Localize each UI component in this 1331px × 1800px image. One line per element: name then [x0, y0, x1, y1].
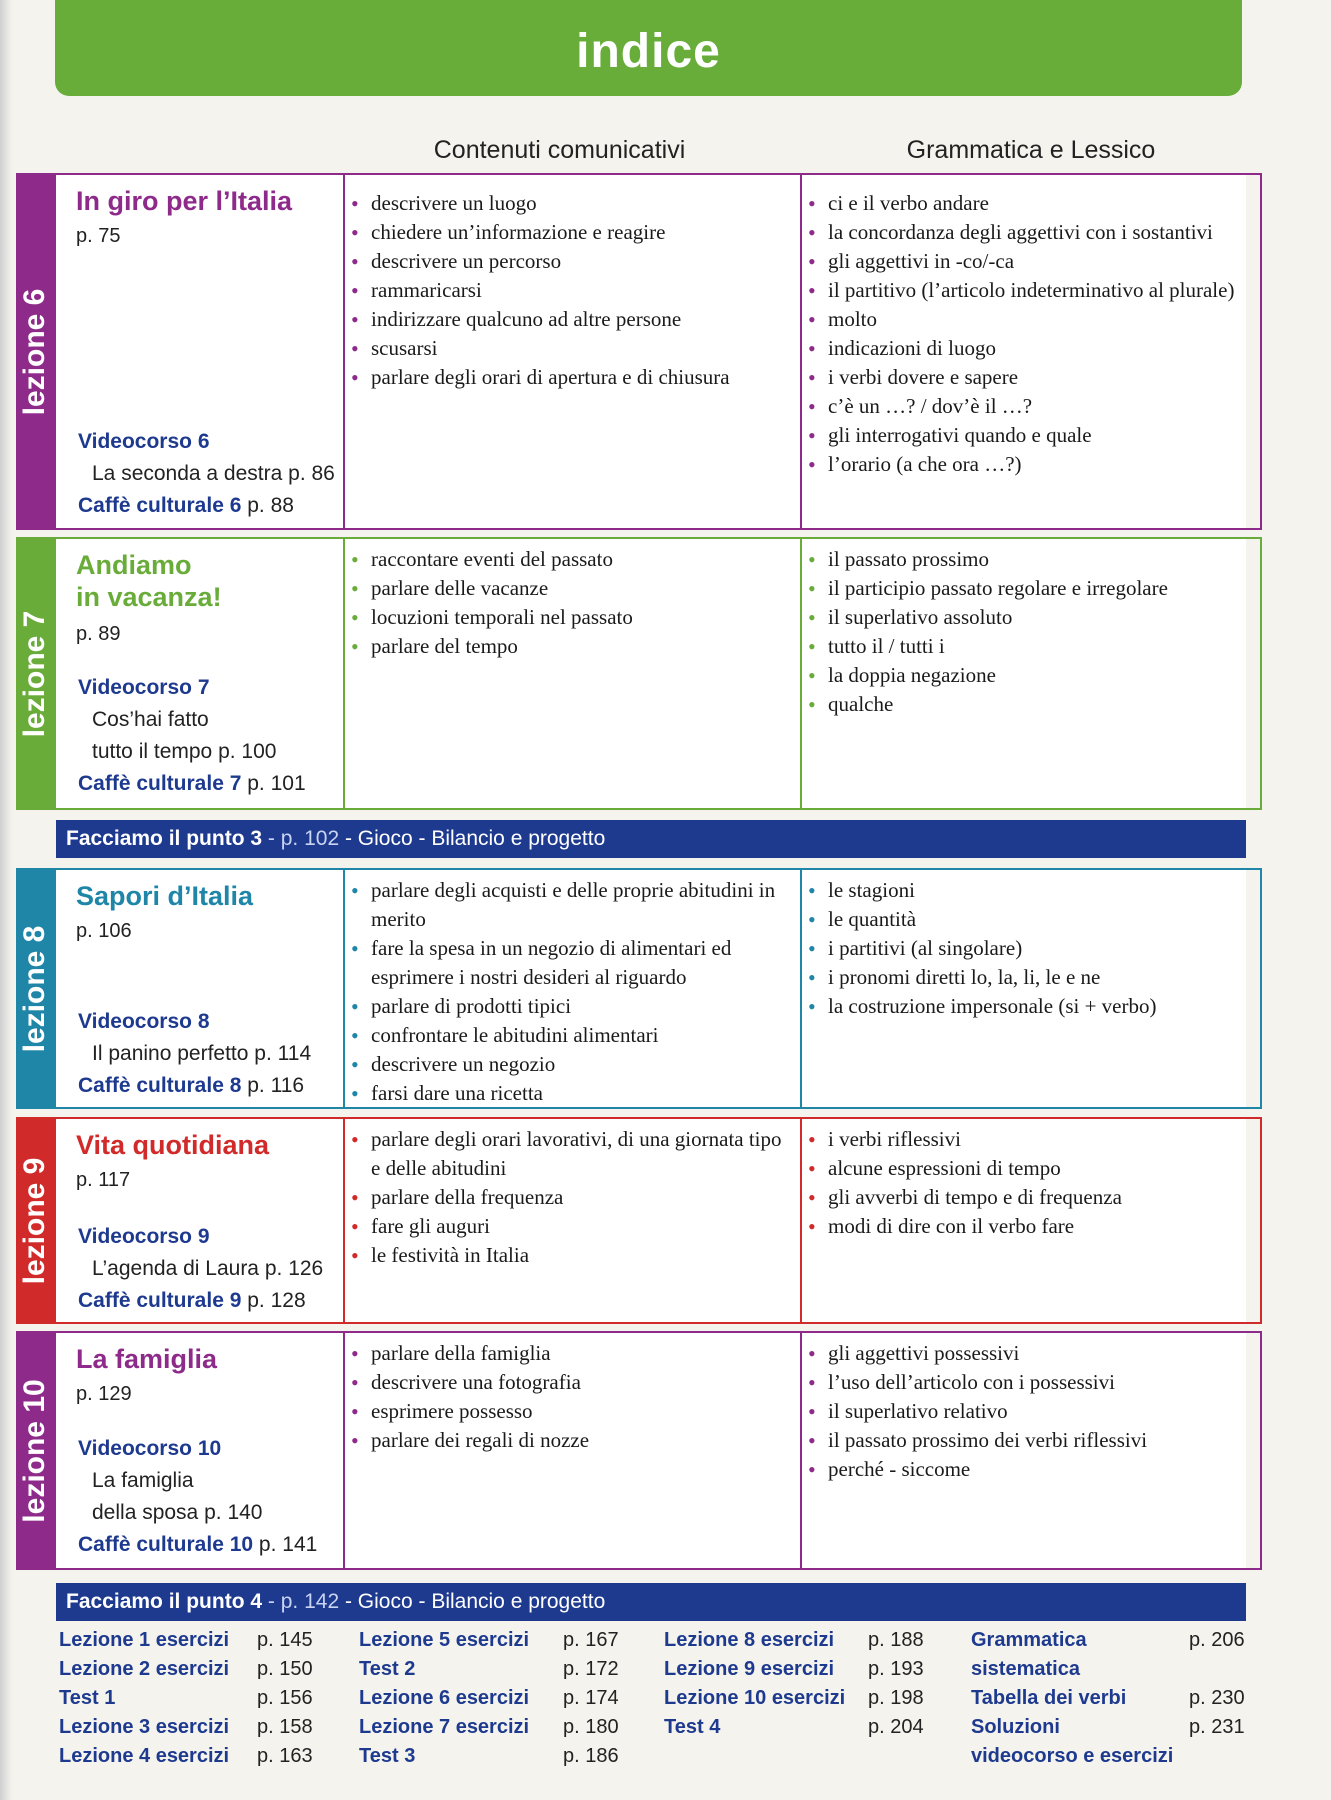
footer-entry-page: p. 145 — [257, 1629, 313, 1651]
footer-entry[interactable] — [59, 1742, 319, 1771]
list-item: • la doppia negazione — [828, 661, 1250, 690]
list-item: • parlare della famiglia — [371, 1339, 790, 1368]
caffe-culturale-page: p. 116 — [247, 1074, 305, 1097]
list-item: • il participio passato regolare e irregolare — [828, 574, 1250, 603]
footer-entry-label: Grammatica — [971, 1629, 1087, 1651]
footer-column-1 — [59, 1626, 319, 1771]
footer-entry-label: Lezione 9 esercizi — [664, 1658, 835, 1680]
caffe-culturale[interactable] — [78, 490, 335, 522]
lesson-tab-label: lezione 10 — [18, 1378, 51, 1523]
footer-entry[interactable] — [59, 1713, 319, 1742]
list-item: • il partitivo (l’articolo indeterminativo al plurale) — [828, 276, 1250, 305]
caffe-culturale-page: p. 88 — [247, 494, 294, 517]
list-item: • raccontare eventi del passato — [371, 545, 790, 574]
list-item: • il superlativo relativo — [828, 1397, 1250, 1426]
list-item: • l’orario (a che ora …?) — [828, 450, 1250, 479]
list-item: • indirizzare qualcuno ad altre persone — [371, 305, 790, 334]
footer-entry-page: p. 163 — [257, 1745, 313, 1767]
footer-entry[interactable] — [359, 1626, 619, 1655]
communicative-list — [343, 175, 800, 392]
lesson-block-8 — [16, 868, 1246, 1109]
lesson-tab — [16, 537, 54, 810]
lesson-extras — [78, 1433, 317, 1561]
lesson-tab-label: lezione 6 — [18, 288, 51, 415]
footer-column-2 — [359, 1626, 619, 1771]
caffe-culturale-page: p. 128 — [247, 1289, 306, 1312]
footer-entry-label: Lezione 10 esercizi — [664, 1687, 846, 1709]
lesson-info-cell — [54, 173, 345, 530]
footer-entry[interactable] — [59, 1684, 319, 1713]
videocorso-title[interactable] — [78, 458, 335, 490]
lesson-info-cell — [54, 868, 345, 1109]
lesson-title[interactable] — [76, 1129, 269, 1161]
caffe-culturale-label: Caffè culturale 10 — [78, 1533, 254, 1556]
facciamo-il-punto-band[interactable]: Facciamo il punto 4 - p. 142 - Gioco - Bilancio e progetto — [56, 1583, 1246, 1621]
footer-entry-page: p. 180 — [563, 1716, 619, 1738]
lesson-page: p. 129 — [76, 1383, 132, 1405]
list-item: • la costruzione impersonale (si + verbo) — [828, 992, 1250, 1021]
videocorso-heading[interactable]: Videocorso 7 — [78, 676, 210, 699]
list-item: • qualche — [828, 690, 1250, 719]
videocorso-title-line: La seconda a destra — [92, 462, 283, 485]
lesson-extras — [78, 1006, 311, 1102]
list-item: • parlare degli acquisti e delle proprie abitudini in merito — [371, 876, 790, 934]
footer-entry-page: p. 150 — [257, 1658, 313, 1680]
list-item: • alcune espressioni di tempo — [828, 1154, 1250, 1183]
caffe-culturale-label: Caffè culturale 6 — [78, 494, 242, 517]
lesson-block-6 — [16, 173, 1246, 530]
list-item: • c’è un …? / dov’è il …? — [828, 392, 1250, 421]
list-item: • parlare del tempo — [371, 632, 790, 661]
band-rest: Gioco - Bilancio e progetto — [357, 827, 606, 850]
footer-entry[interactable] — [664, 1684, 934, 1713]
videocorso-title[interactable] — [78, 1465, 317, 1529]
lesson-block-10 — [16, 1331, 1246, 1570]
list-item: • i verbi riflessivi — [828, 1125, 1250, 1154]
lesson-title-line: Sapori d’Italia — [76, 881, 254, 911]
caffe-culturale[interactable] — [78, 1070, 311, 1102]
lesson-info-cell — [54, 537, 345, 810]
lesson-tab — [16, 868, 54, 1109]
grammar-cell — [800, 868, 1262, 1109]
lesson-page: p. 106 — [76, 920, 132, 942]
list-item: • parlare di prodotti tipici — [371, 992, 790, 1021]
lesson-title-line: La famiglia — [76, 1344, 218, 1374]
list-item: • gli avverbi di tempo e di frequenza — [828, 1183, 1250, 1212]
footer-entry[interactable] — [59, 1626, 319, 1655]
footer-entry-page: p. 193 — [868, 1658, 924, 1680]
videocorso-page: p. 86 — [288, 462, 335, 485]
list-item: • confrontare le abitudini alimentari — [371, 1021, 790, 1050]
videocorso-title-line: L’agenda di Laura — [92, 1257, 259, 1280]
lesson-extras — [78, 426, 335, 522]
lesson-info-cell — [54, 1117, 345, 1324]
footer-entry-page: p. 206 — [1189, 1629, 1245, 1651]
band-page: p. 142 — [280, 1590, 340, 1613]
footer-column-3 — [664, 1626, 934, 1742]
videocorso-heading[interactable]: Videocorso 9 — [78, 1225, 210, 1248]
videocorso-title-line: tutto il tempo — [92, 740, 213, 763]
band-page: p. 102 — [280, 827, 340, 850]
caffe-culturale-label: Caffè culturale 9 — [78, 1289, 242, 1312]
list-item: • il passato prossimo — [828, 545, 1250, 574]
footer-entry[interactable] — [971, 1713, 1246, 1742]
footer-column-4 — [971, 1626, 1246, 1771]
grammar-list — [800, 1119, 1260, 1241]
videocorso-title-line: La famiglia — [92, 1469, 194, 1492]
footer-entry-page: p. 188 — [868, 1629, 924, 1651]
footer-entry-label: Lezione 4 esercizi — [59, 1745, 230, 1767]
lesson-title[interactable] — [76, 185, 292, 217]
videocorso-heading[interactable]: Videocorso 8 — [78, 1010, 210, 1033]
list-item: • parlare degli orari di apertura e di chiusura — [371, 363, 790, 392]
band-label: Facciamo il punto 3 — [66, 827, 263, 850]
list-item: • indicazioni di luogo — [828, 334, 1250, 363]
lesson-page: p. 75 — [76, 225, 121, 247]
footer-entry-label: Lezione 7 esercizi — [359, 1716, 530, 1738]
footer-entry-label: Test 4 — [664, 1716, 721, 1738]
list-item: • descrivere un luogo — [371, 189, 790, 218]
footer-entry[interactable] — [359, 1684, 619, 1713]
list-item: • locuzioni temporali nel passato — [371, 603, 790, 632]
footer-entry-label: Lezione 8 esercizi — [664, 1629, 835, 1651]
lesson-extras — [78, 1221, 323, 1317]
communicative-list — [343, 1333, 800, 1455]
footer-entry-page: p. 167 — [563, 1629, 619, 1651]
grammar-list — [800, 539, 1260, 719]
lesson-title-line: In giro per l’Italia — [76, 186, 293, 216]
communicative-list — [343, 870, 800, 1108]
lesson-title-line: Vita quotidiana — [76, 1130, 270, 1160]
footer-entry[interactable] — [59, 1655, 319, 1684]
lesson-block-9 — [16, 1117, 1246, 1324]
lesson-extras — [78, 672, 306, 800]
list-item: • il superlativo assoluto — [828, 603, 1250, 632]
list-item: • descrivere una fotografia — [371, 1368, 790, 1397]
list-item: • molto — [828, 305, 1250, 334]
footer-entry-page: p. 231 — [1189, 1716, 1245, 1738]
band-label: Facciamo il punto 4 — [66, 1590, 263, 1613]
lesson-title-line: in vacanza! — [76, 582, 222, 612]
videocorso-page: p. 140 — [204, 1501, 263, 1524]
videocorso-page: p. 114 — [254, 1042, 312, 1065]
grammar-cell — [800, 1117, 1262, 1324]
list-item: • gli aggettivi in -co/-ca — [828, 247, 1250, 276]
lesson-title[interactable] — [76, 880, 253, 912]
lesson-tab-label: lezione 7 — [18, 610, 51, 737]
caffe-culturale[interactable] — [78, 768, 306, 800]
list-item: • gli aggettivi possessivi — [828, 1339, 1250, 1368]
footer-entry-label: Soluzioni — [971, 1716, 1060, 1738]
footer-entry-page: p. 198 — [868, 1687, 924, 1709]
communicative-cell — [343, 537, 802, 810]
caffe-culturale-page: p. 101 — [247, 772, 306, 795]
facciamo-il-punto-band[interactable]: Facciamo il punto 3 - p. 102 - Gioco - Bilancio e progetto — [56, 820, 1246, 858]
lesson-title-line: Andiamo — [76, 550, 192, 580]
footer-entry[interactable] — [359, 1742, 619, 1771]
grammar-list — [800, 1333, 1260, 1484]
list-item: • i pronomi diretti lo, la, li, le e ne — [828, 963, 1250, 992]
footer-entry-page: p. 230 — [1189, 1687, 1245, 1709]
videocorso-title[interactable] — [78, 704, 306, 768]
list-item: • parlare della frequenza — [371, 1183, 790, 1212]
column-heading-communicative: Contenuti comunicativi — [433, 136, 686, 164]
caffe-culturale-page: p. 141 — [258, 1533, 318, 1556]
list-item: • chiedere un’informazione e reagire — [371, 218, 790, 247]
list-item: • i partitivi (al singolare) — [828, 934, 1250, 963]
communicative-cell — [343, 1117, 802, 1324]
footer-entry-label: Test 1 — [59, 1687, 116, 1709]
lesson-page: p. 89 — [76, 623, 121, 645]
lesson-tab — [16, 1117, 54, 1324]
videocorso-title-line: della sposa — [92, 1501, 199, 1524]
list-item: • perché - siccome — [828, 1455, 1250, 1484]
communicative-list — [343, 1119, 800, 1270]
footer-entry[interactable] — [664, 1655, 934, 1684]
footer-entry-label: videocorso e esercizi — [971, 1745, 1174, 1767]
list-item: • le festività in Italia — [371, 1241, 790, 1270]
column-heading-grammar: Grammatica e Lessico — [906, 136, 1156, 164]
communicative-cell — [343, 1331, 802, 1570]
page-title: indice — [576, 25, 721, 78]
list-item: • modi di dire con il verbo fare — [828, 1212, 1250, 1241]
footer-entry[interactable] — [664, 1626, 934, 1655]
caffe-culturale[interactable] — [78, 1285, 323, 1317]
list-item: • tutto il / tutti i — [828, 632, 1250, 661]
list-item: • la concordanza degli aggettivi con i sostantivi — [828, 218, 1250, 247]
list-item: • parlare degli orari lavorativi, di una giornata tipo e delle abitudini — [371, 1125, 790, 1183]
footer-entry-page: p. 156 — [257, 1687, 313, 1709]
lesson-page: p. 117 — [76, 1169, 131, 1191]
lesson-title[interactable] — [76, 549, 222, 613]
list-item: • esprimere possesso — [371, 1397, 790, 1426]
footer-entry-label: Lezione 5 esercizi — [359, 1629, 530, 1651]
list-item: • parlare delle vacanze — [371, 574, 790, 603]
videocorso-page: p. 126 — [264, 1257, 324, 1280]
list-item: • i verbi dovere e sapere — [828, 363, 1250, 392]
lesson-tab — [16, 1331, 54, 1570]
list-item: • rammaricarsi — [371, 276, 790, 305]
grammar-list — [800, 175, 1260, 479]
footer-entry-label: Lezione 3 esercizi — [59, 1716, 230, 1738]
list-item: • le quantità — [828, 905, 1250, 934]
footer-entry[interactable] — [971, 1742, 1246, 1771]
list-item: • ci e il verbo andare — [828, 189, 1250, 218]
grammar-list — [800, 870, 1260, 1021]
footer-entry[interactable] — [971, 1684, 1246, 1713]
lesson-tab-label: lezione 8 — [18, 925, 51, 1052]
list-item: • le stagioni — [828, 876, 1250, 905]
footer-entry-label: Lezione 6 esercizi — [359, 1687, 530, 1709]
list-item: • il passato prossimo dei verbi riflessivi — [828, 1426, 1250, 1455]
footer-entry-label: Test 3 — [359, 1745, 416, 1767]
list-item: • fare gli auguri — [371, 1212, 790, 1241]
footer-entry[interactable] — [971, 1626, 1246, 1655]
caffe-culturale-label: Caffè culturale 7 — [78, 772, 242, 795]
footer-entry[interactable] — [664, 1713, 934, 1742]
videocorso-heading[interactable]: Videocorso 10 — [78, 1437, 222, 1460]
list-item: • l’uso dell’articolo con i possessivi — [828, 1368, 1250, 1397]
footer-entry-page: p. 204 — [868, 1716, 924, 1738]
list-item: • scusarsi — [371, 334, 790, 363]
list-item: • fare la spesa in un negozio di alimentari ed esprimere i nostri desideri al riguardo — [371, 934, 790, 992]
footer-entry-page: p. 158 — [257, 1716, 313, 1738]
videocorso-title[interactable] — [78, 1253, 323, 1285]
list-item: • farsi dare una ricetta — [371, 1079, 790, 1108]
list-item: • parlare dei regali di nozze — [371, 1426, 790, 1455]
list-item: • descrivere un negozio — [371, 1050, 790, 1079]
videocorso-heading[interactable]: Videocorso 6 — [78, 430, 210, 453]
index-header — [55, 0, 1242, 96]
videocorso-title[interactable] — [78, 1038, 311, 1070]
footer-entry-page: p. 186 — [563, 1745, 619, 1767]
communicative-cell — [343, 173, 802, 530]
communicative-list — [343, 539, 800, 661]
footer-entry-label: Lezione 2 esercizi — [59, 1658, 230, 1680]
grammar-cell — [800, 1331, 1262, 1570]
footer-entry[interactable] — [359, 1713, 619, 1742]
lesson-info-cell — [54, 1331, 345, 1570]
footer-entry-page: p. 174 — [563, 1687, 619, 1709]
lesson-tab-label: lezione 9 — [18, 1157, 51, 1284]
page-binding-shadow — [0, 0, 12, 1800]
videocorso-title-line: Il panino perfetto — [92, 1042, 249, 1065]
footer-entry-label: Lezione 1 esercizi — [59, 1629, 230, 1651]
communicative-cell — [343, 868, 802, 1109]
lesson-block-7 — [16, 537, 1246, 810]
caffe-culturale[interactable] — [78, 1529, 317, 1561]
grammar-cell — [800, 173, 1262, 530]
caffe-culturale-label: Caffè culturale 8 — [78, 1074, 242, 1097]
footer-entry-label: Tabella dei verbi — [971, 1687, 1127, 1709]
videocorso-title-line: Cos’hai fatto — [92, 708, 209, 731]
band-rest: Gioco - Bilancio e progetto — [357, 1590, 606, 1613]
lesson-tab — [16, 173, 54, 530]
footer-entry[interactable] — [359, 1655, 619, 1684]
footer-entry-page: p. 172 — [563, 1658, 619, 1680]
list-item: • gli interrogativi quando e quale — [828, 421, 1250, 450]
grammar-cell — [800, 537, 1262, 810]
footer-entry-label: Test 2 — [359, 1658, 416, 1680]
list-item: • descrivere un percorso — [371, 247, 790, 276]
lesson-title[interactable] — [76, 1343, 217, 1375]
videocorso-page: p. 100 — [218, 740, 277, 763]
footer-entry-label: sistematica — [971, 1658, 1080, 1680]
footer-entry[interactable] — [971, 1655, 1246, 1684]
